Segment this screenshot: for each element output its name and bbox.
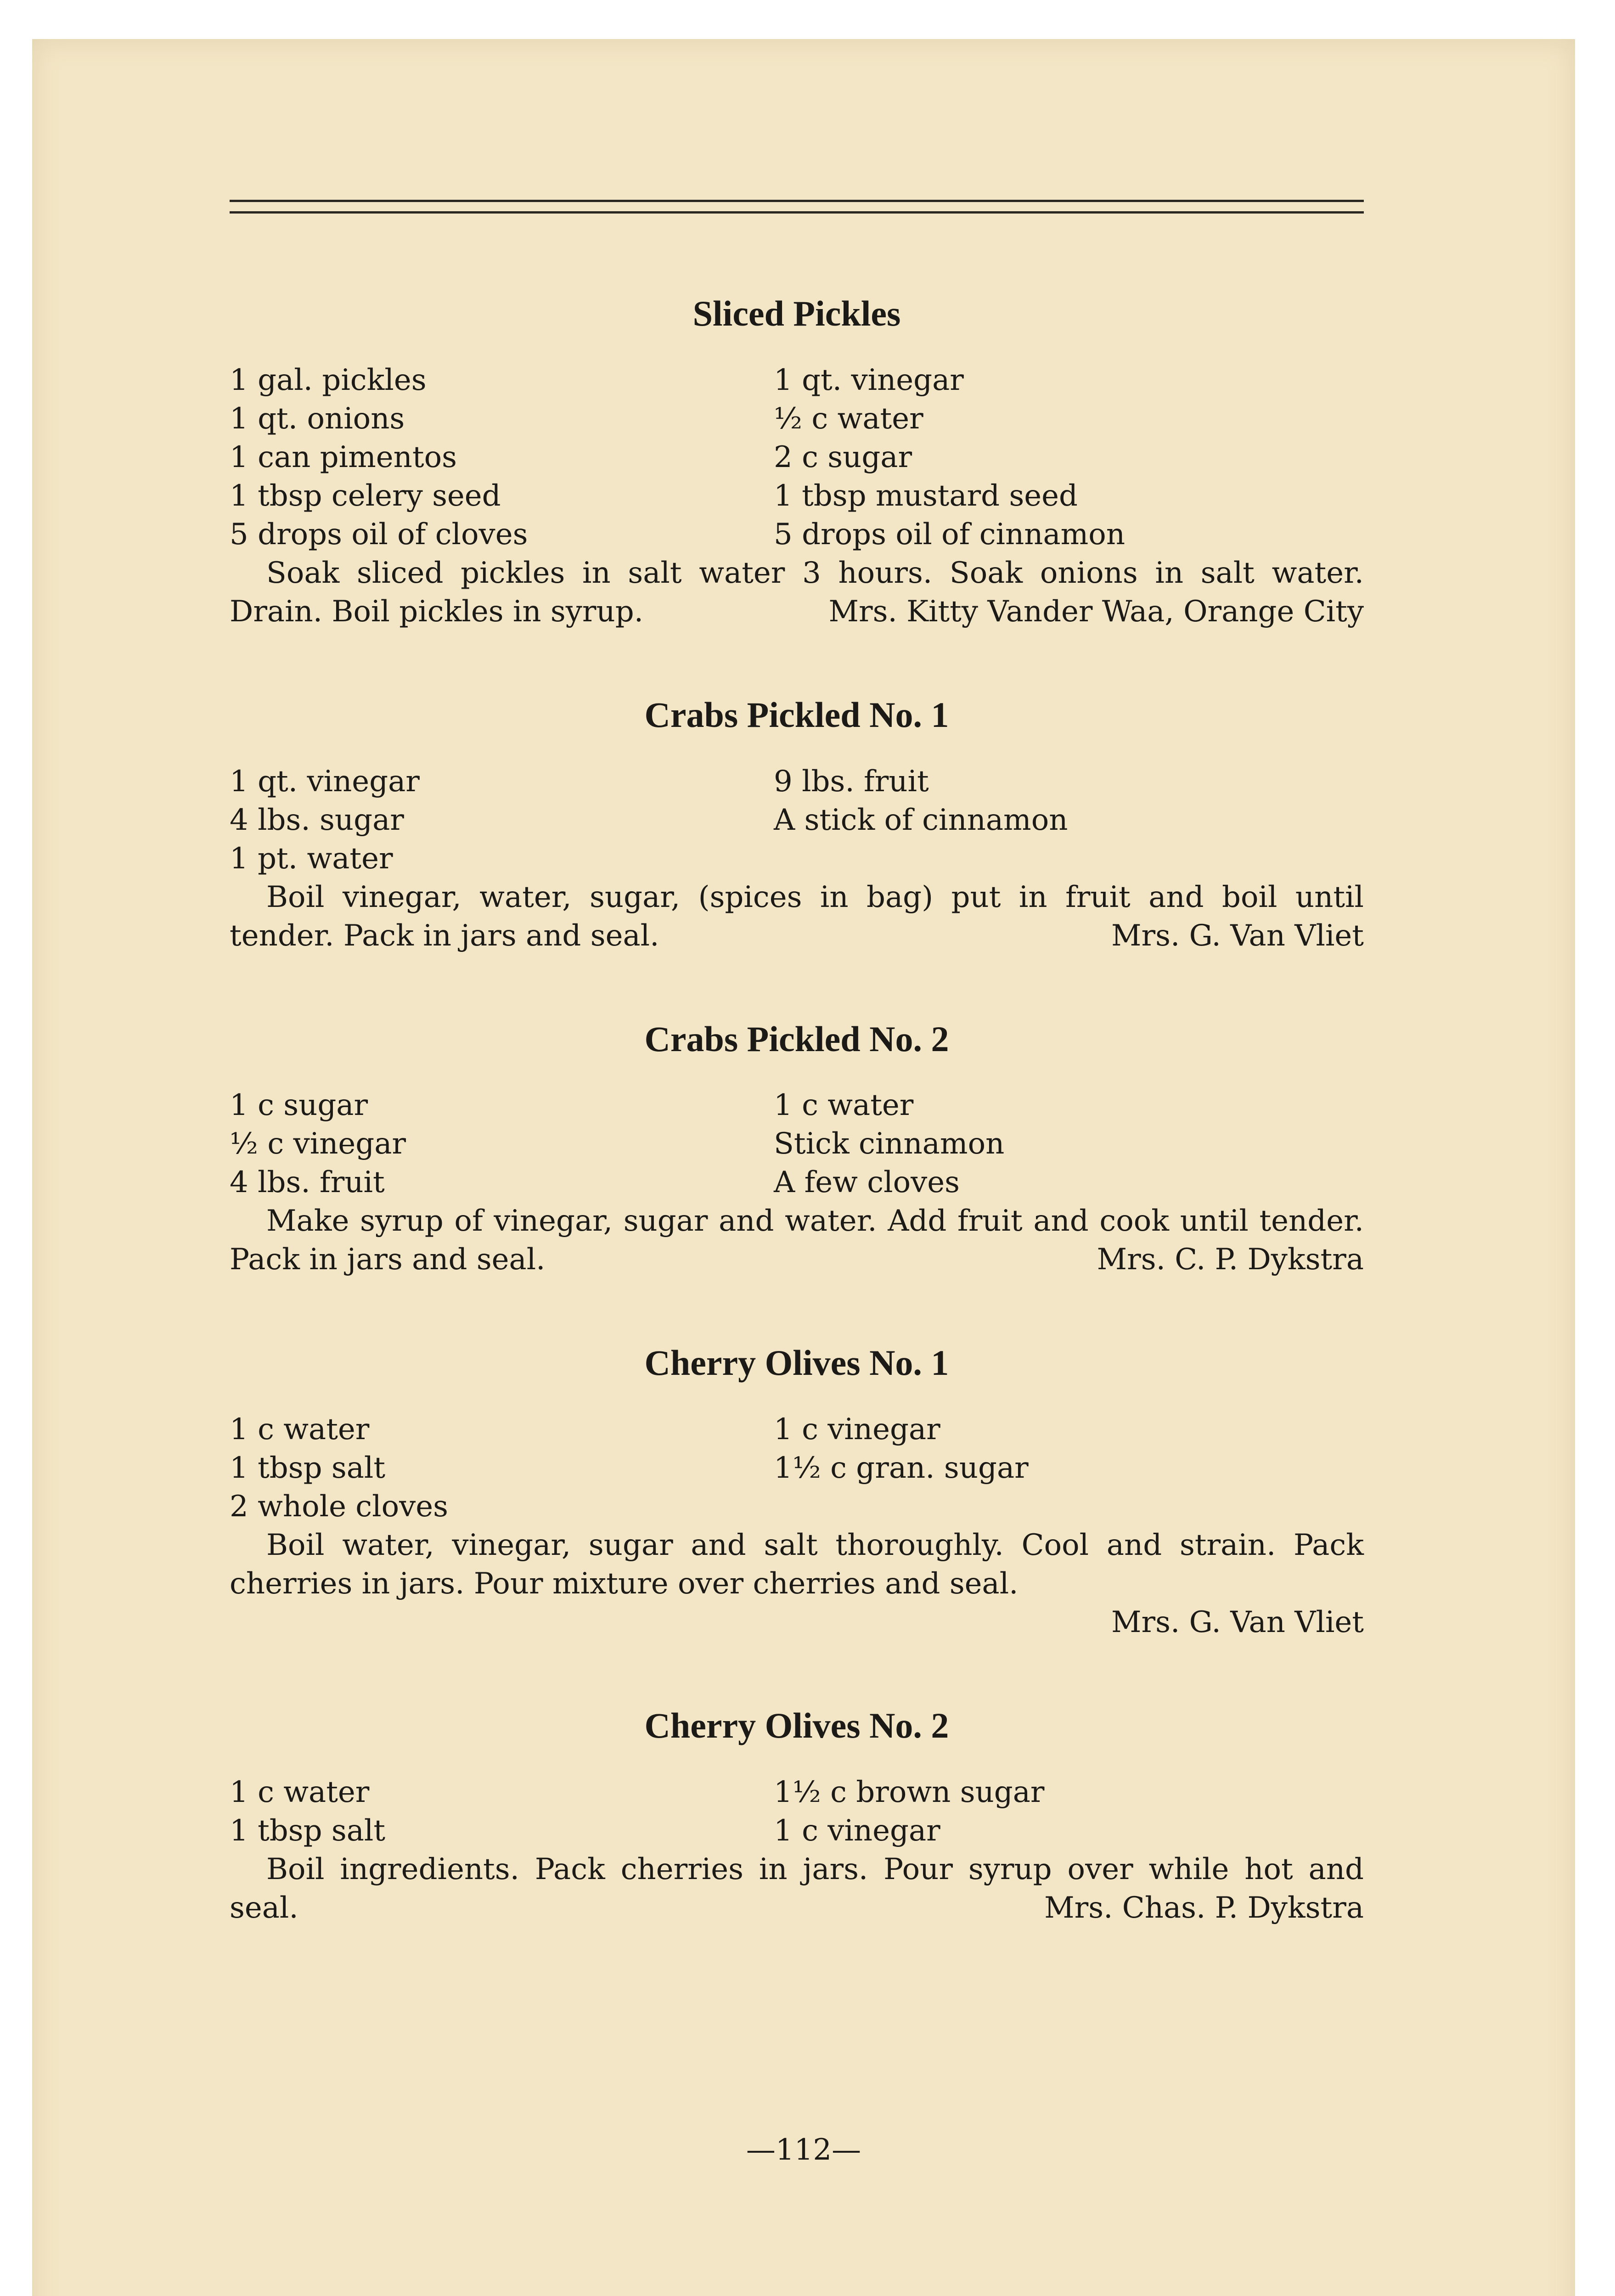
ingredient-column-left [230, 1773, 774, 1850]
ingredient: 1 c vinegar [774, 1813, 940, 1848]
ingredient-column-right [774, 762, 1318, 878]
ingredient: 1 qt. vinegar [774, 363, 964, 397]
instructions-text: Make syrup of vinegar, sugar and water. Add fruit and cook until tender. Pack in jars and seal. [230, 1204, 1364, 1277]
ingredient-column-left [230, 1086, 774, 1202]
ingredient: 1 c water [230, 1412, 370, 1447]
recipe-attribution: Mrs. C. P. Dykstra [1097, 1243, 1364, 1277]
ingredient: 1 qt. onions [230, 401, 405, 436]
ingredient: 4 lbs. fruit [230, 1165, 385, 1200]
ingredient: 5 drops oil of cloves [230, 517, 528, 551]
ingredient-column-left [230, 1410, 774, 1526]
ingredient-list [230, 1773, 1364, 1850]
ingredient: 1 pt. water [230, 841, 393, 876]
ingredient: 1½ c gran. sugar [774, 1451, 1029, 1486]
recipe-attribution: Mrs. Chas. P. Dykstra [1044, 1891, 1364, 1925]
ingredient-column-left [230, 762, 774, 878]
ingredient: 1 tbsp mustard seed [774, 478, 1078, 513]
ingredient-list [230, 361, 1364, 554]
recipe-title: Cherry Olives No. 2 [644, 1705, 949, 1746]
ingredient: ½ c water [774, 401, 923, 436]
recipe-title: Crabs Pickled No. 1 [644, 694, 949, 735]
recipe-title: Cherry Olives No. 1 [644, 1343, 949, 1383]
top-rule-secondary [230, 211, 1364, 214]
ingredient: 1 tbsp salt [230, 1451, 386, 1486]
ingredient: 4 lbs. sugar [230, 803, 404, 837]
ingredient-list [230, 1086, 1364, 1202]
recipe-instructions [230, 554, 1364, 631]
ingredient-list [230, 1410, 1364, 1526]
recipe-instructions [230, 1850, 1364, 1927]
recipe-title: Sliced Pickles [692, 293, 901, 333]
ingredient: 1 c water [774, 1088, 914, 1123]
recipe-instructions: Boil water, vinegar, sugar and salt thoroughly. Cool and strain. Pack cherries in jars. Pour mixture over cherries and seal. [230, 1528, 1364, 1601]
instructions-text: Soak sliced pickles in salt water 3 hours. Soak onions in salt water. Drain. Boil pickles in syrup. [230, 556, 1364, 629]
ingredient: ½ c vinegar [230, 1127, 406, 1161]
ingredient: 1 tbsp salt [230, 1813, 386, 1848]
ingredient: Stick cinnamon [774, 1127, 1005, 1161]
ingredient: 1 c water [230, 1775, 370, 1809]
recipes-container [230, 294, 1364, 1992]
cookbook-page [32, 39, 1575, 2296]
recipe-attribution: Mrs. G. Van Vliet [1111, 918, 1364, 953]
recipe-attribution: Mrs. Kitty Vander Waa, Orange City [828, 594, 1364, 629]
ingredient-column-right [774, 361, 1318, 554]
ingredient-column-right [774, 1086, 1318, 1202]
instructions-text: Boil vinegar, water, sugar, (spices in bag) put in fruit and boil until tender. Pack in jars and seal. [230, 880, 1364, 953]
ingredient: 1 c vinegar [774, 1412, 940, 1447]
ingredient: A few cloves [774, 1165, 960, 1200]
ingredient-column-left [230, 361, 774, 554]
instructions-text: Boil ingredients. Pack cherries in jars. Pour syrup over while hot and seal. [230, 1852, 1364, 1925]
ingredient: 9 lbs. fruit [774, 764, 929, 799]
ingredient: 1 gal. pickles [230, 363, 427, 397]
recipe-cherry-olives-2 [230, 1706, 1364, 1927]
ingredient: 2 c sugar [774, 440, 912, 474]
recipe-cherry-olives-1 [230, 1343, 1364, 1642]
ingredient: 1 tbsp celery seed [230, 478, 501, 513]
recipe-instructions [230, 878, 1364, 955]
ingredient-column-right [774, 1410, 1318, 1526]
recipe-crabs-pickled-2 [230, 1019, 1364, 1279]
ingredient-list [230, 762, 1364, 878]
ingredient: 2 whole cloves [230, 1490, 448, 1524]
page-number: —112— [746, 2133, 861, 2167]
top-rule [230, 200, 1364, 202]
ingredient-column-right [774, 1773, 1318, 1850]
ingredient: 1 qt. vinegar [230, 764, 420, 799]
recipe-crabs-pickled-1 [230, 695, 1364, 955]
recipe-sliced-pickles [230, 294, 1364, 631]
ingredient: A stick of cinnamon [774, 803, 1068, 837]
ingredient: 1½ c brown sugar [774, 1775, 1045, 1809]
ingredient: 5 drops oil of cinnamon [774, 517, 1125, 551]
ingredient: 1 c sugar [230, 1088, 368, 1123]
recipe-instructions [230, 1202, 1364, 1279]
recipe-title: Crabs Pickled No. 2 [644, 1019, 949, 1059]
ingredient: 1 can pimentos [230, 440, 457, 474]
recipe-attribution: Mrs. G. Van Vliet [1111, 1605, 1364, 1640]
